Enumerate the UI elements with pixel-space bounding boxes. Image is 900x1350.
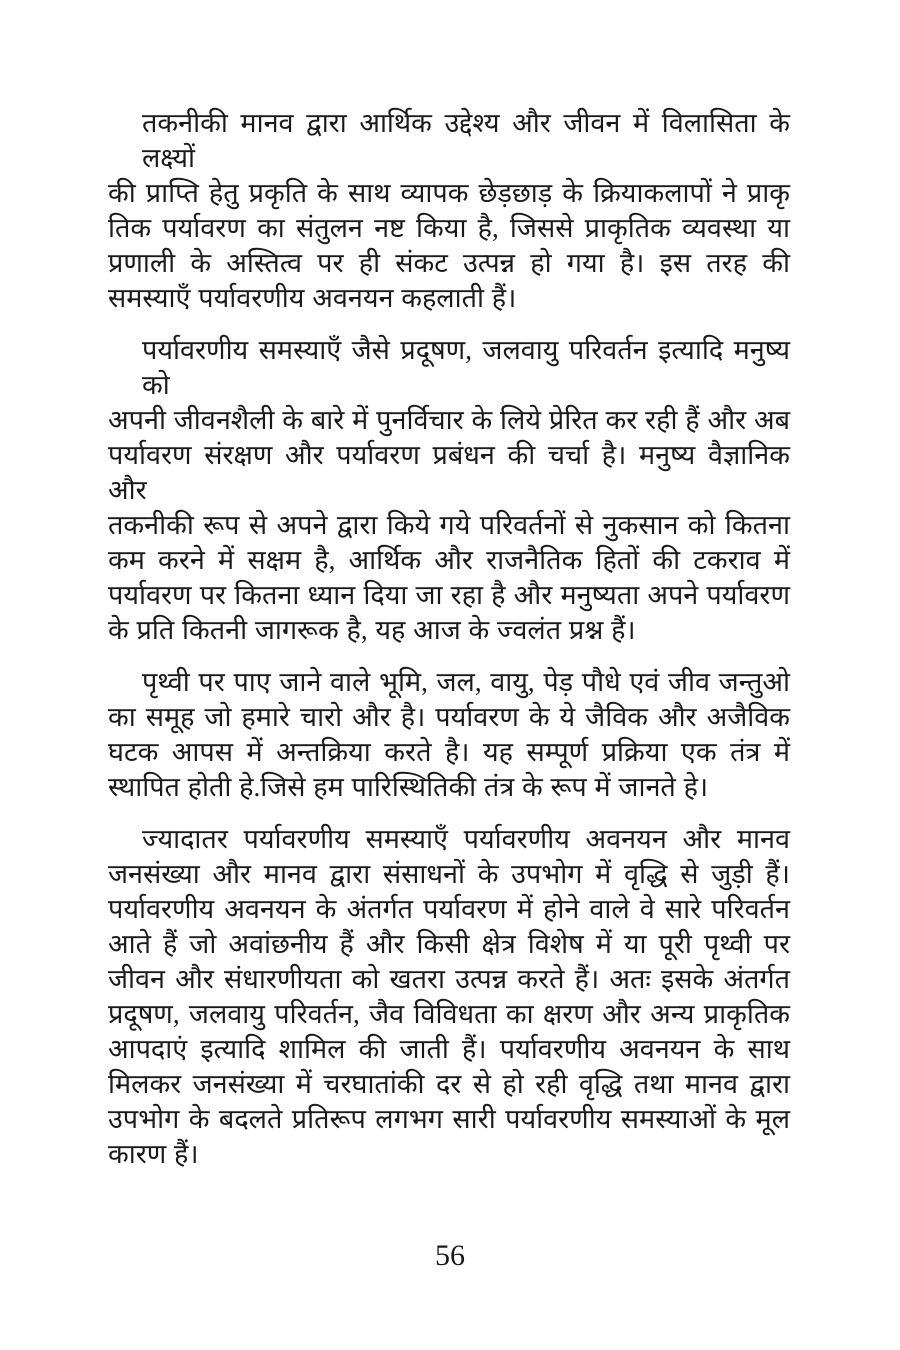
text-line: जनसंख्या और मानव द्वारा संसाधनों के उपभोग में वृद्धि से जुड़ी हैं।	[108, 859, 790, 889]
text-line: घटक आपस में अन्तक्रिया करते है। यह सम्पूर्ण प्रक्रिया एक तंत्र में	[108, 737, 790, 767]
text-line: प्रणाली के अस्तित्व पर ही संकट उत्पन्न हो गया है। इस तरह की	[108, 248, 790, 278]
text-line: कम करने में सक्षम है, आर्थिक और राजनैतिक हितों की टकराव में	[108, 545, 790, 575]
text-line: मिलकर जनसंख्या में चरघातांकी दर से हो रही वृद्धि तथा मानव द्वारा	[108, 1069, 790, 1099]
text-line: जीवन और संधारणीयता को खतरा उत्पन्न करते हैं। अतः इसके अंतर्गत	[108, 964, 790, 994]
text-line: समस्याएँ पर्यावरणीय अवनयन कहलाती हैं।	[108, 283, 517, 313]
text-line: पर्यावरण संरक्षण और पर्यावरण प्रबंधन की चर्चा है। मनुष्य वैज्ञानिक और	[108, 440, 790, 505]
text-line: पर्यावरण पर कितना ध्यान दिया जा रहा है और मनुष्यता अपने पर्यावरण	[108, 580, 790, 610]
paragraph-1	[108, 106, 790, 316]
paragraph-4	[108, 822, 790, 1172]
text-line: पृथ्वी पर पाए जाने वाले भूमि, जल, वायु, पेड़ पौधे एवं जीव जन्तुओ	[142, 667, 790, 697]
text-line: के प्रति कितनी जागरूक है, यह आज के ज्वलंत प्रश्न हैं।	[108, 615, 636, 645]
page-number: 56	[435, 1239, 465, 1272]
text-line: पर्यावरणीय समस्याएँ जैसे प्रदूषण, जलवायु परिवर्तन इत्यादि मनुष्य को	[142, 335, 790, 400]
text-line: ज्यादातर पर्यावरणीय समस्याएँ पर्यावरणीय अवनयन और मानव	[142, 824, 790, 854]
text-line: आते हैं जो अवांछनीय हैं और किसी क्षेत्र विशेष में या पूरी पृथ्वी पर	[108, 929, 790, 959]
text-line: स्थापित होती हे.जिसे हम पारिस्थितिकी तंत्र के रूप में जानते हे।	[108, 772, 709, 802]
text-line: पर्यावरणीय अवनयन के अंतर्गत पर्यावरण में होने वाले वे सारे परिवर्तन	[108, 894, 790, 924]
paragraph-2	[108, 333, 790, 648]
text-line: तकनीकी मानव द्वारा आर्थिक उद्देश्य और जीवन में विलासिता के लक्ष्यों	[142, 108, 790, 173]
text-line: कारण हैं।	[108, 1139, 199, 1169]
text-line: प्रदूषण, जलवायु परिवर्तन, जैव विविधता का क्षरण और अन्य प्राकृतिक	[108, 999, 790, 1029]
text-line: तकनीकी रूप से अपने द्वारा किये गये परिवर्तनों से नुकसान को कितना	[108, 510, 790, 540]
text-line: आपदाएं इत्यादि शामिल की जाती हैं। पर्यावरणीय अवनयन के साथ	[108, 1034, 790, 1064]
text-line: की प्राप्ति हेतु प्रकृति के साथ व्यापक छेड़छाड़ के क्रियाकलापों ने प्राकृ	[108, 178, 790, 208]
text-block	[108, 106, 790, 1189]
text-line: उपभोग के बदलते प्रतिरूप लगभग सारी पर्यावरणीय समस्याओं के मूल	[108, 1104, 790, 1134]
paragraph-3	[108, 665, 790, 805]
text-line: अपनी जीवनशैली के बारे में पुनर्विचार के लिये प्रेरित कर रही हैं और अब	[108, 405, 790, 435]
text-line: तिक पर्यावरण का संतुलन नष्ट किया है, जिससे प्राकृतिक व्यवस्था या	[108, 213, 790, 243]
text-line: का समूह जो हमारे चारो और है। पर्यावरण के ये जैविक और अजैविक	[108, 702, 790, 732]
